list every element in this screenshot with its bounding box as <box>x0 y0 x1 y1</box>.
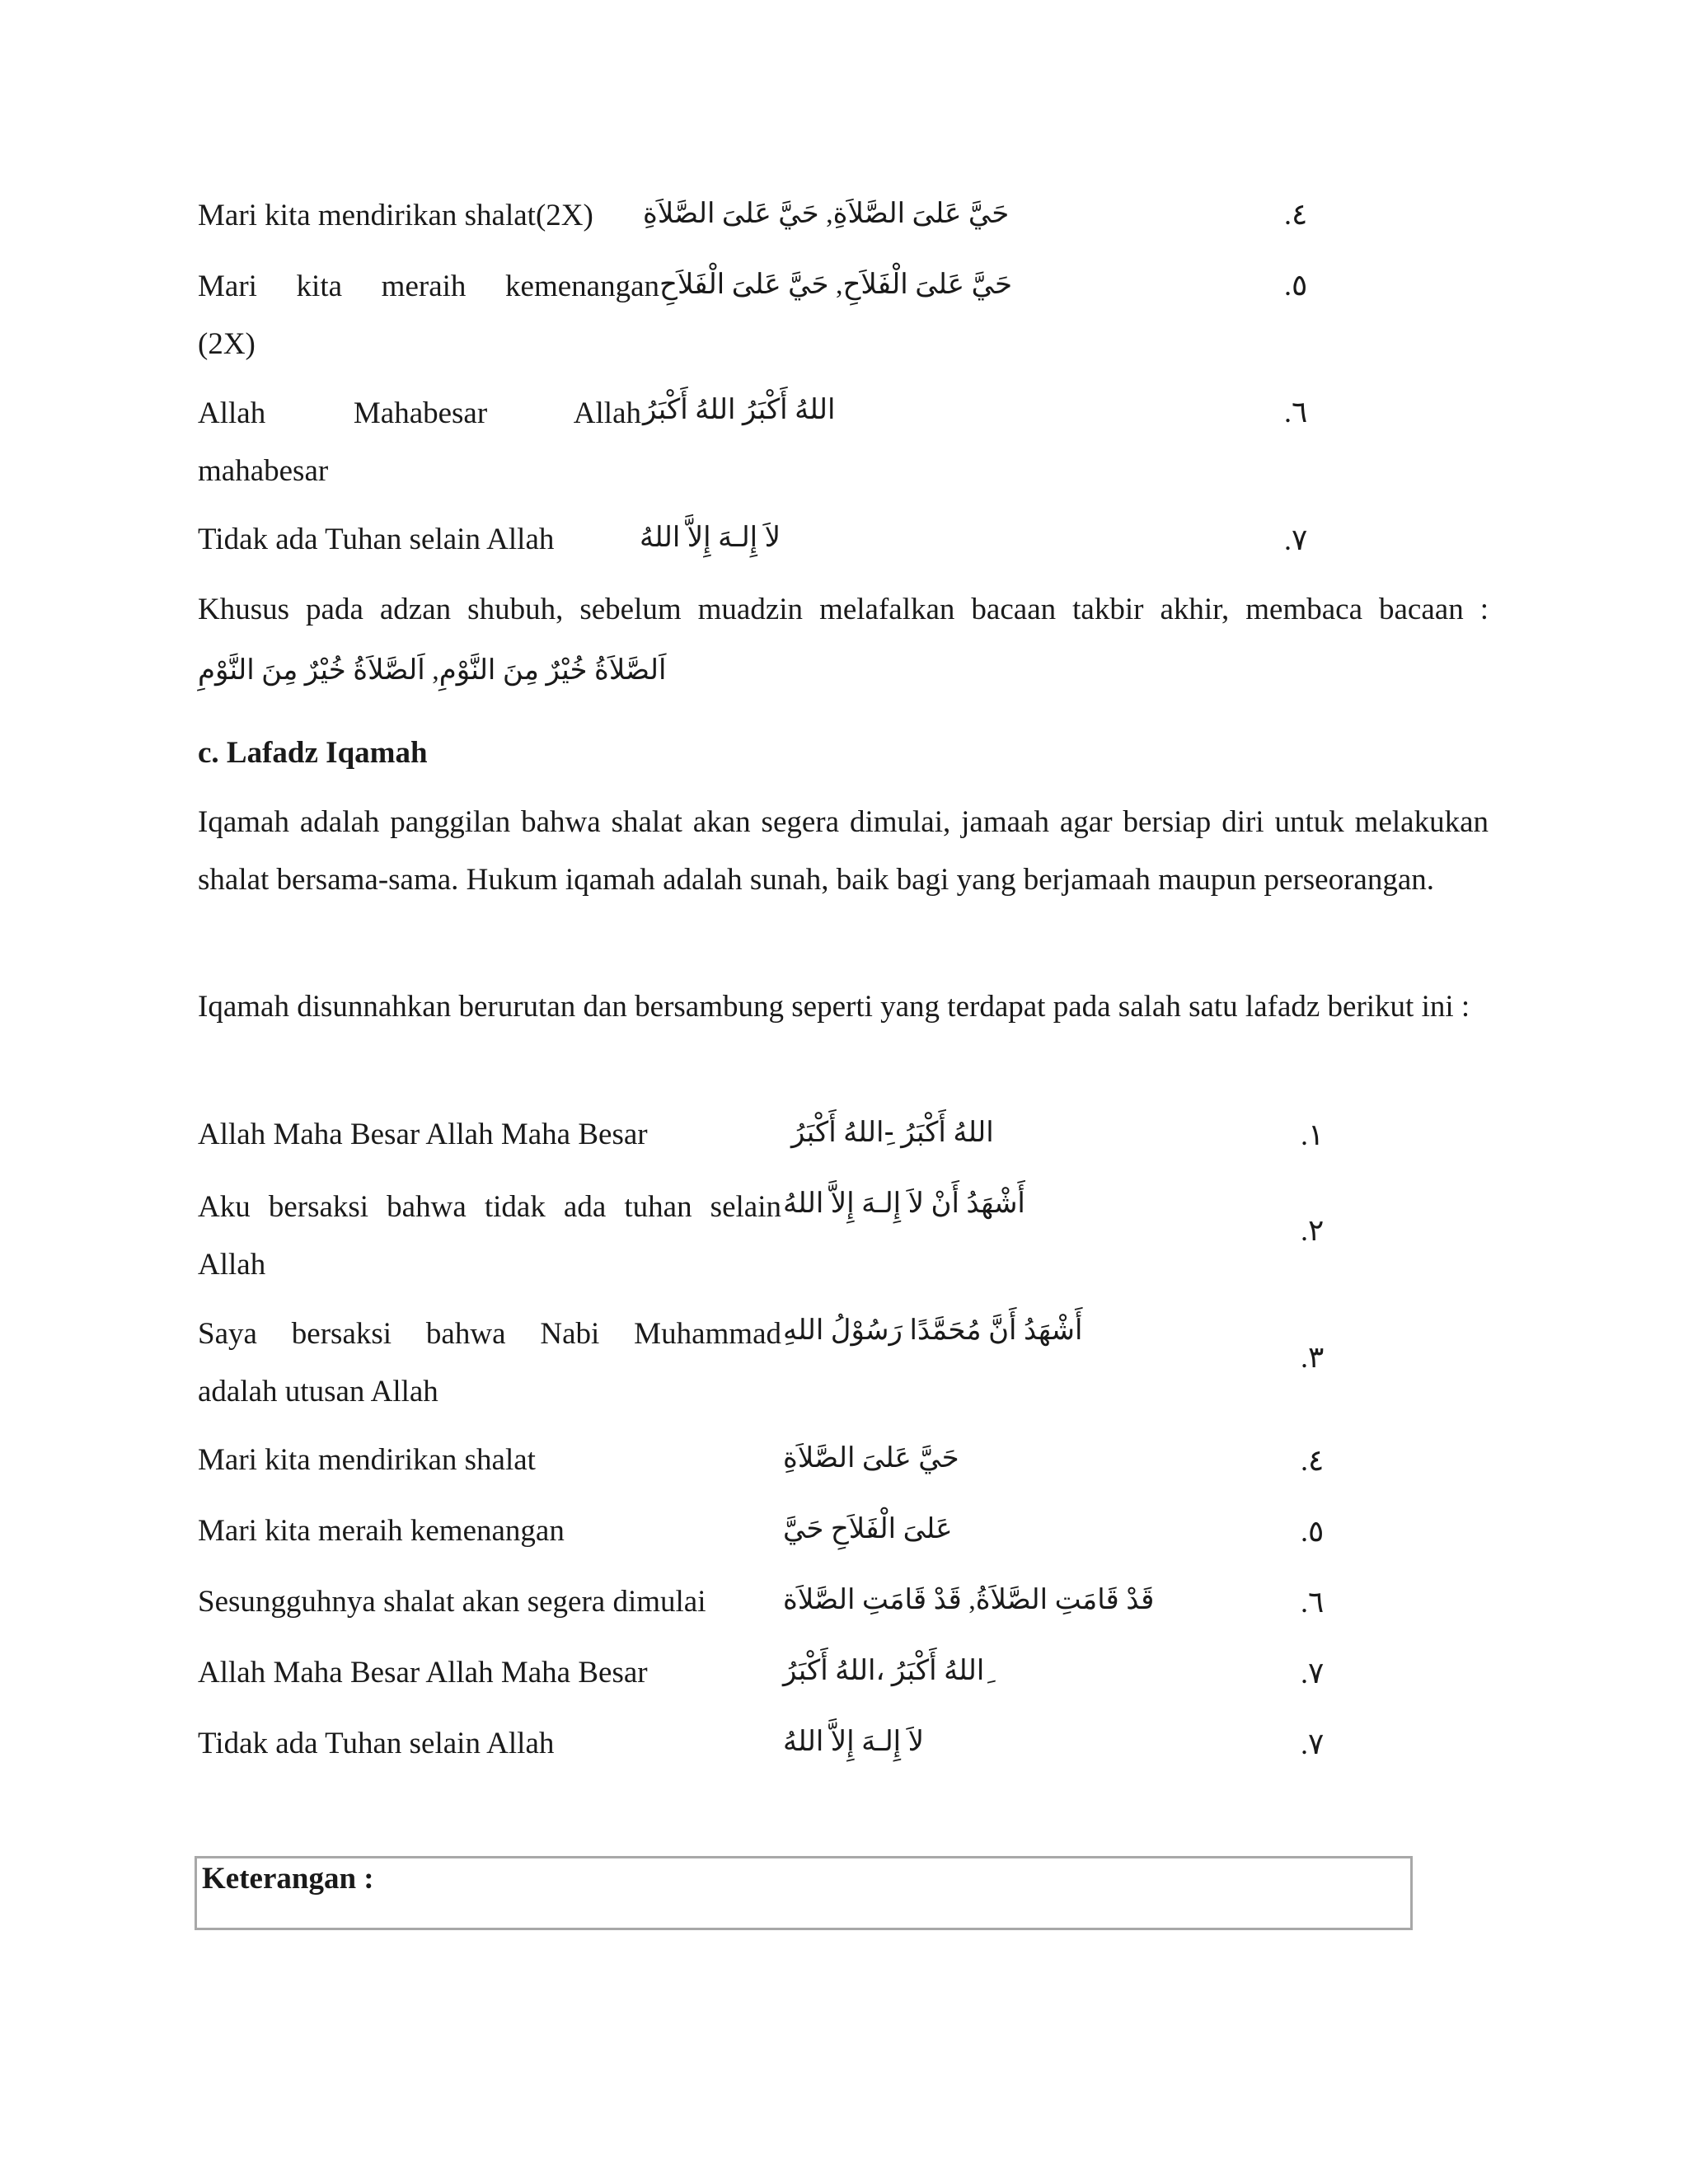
keterangan-box <box>195 1856 1413 1930</box>
iqamah-row-5-number: .٥ <box>1301 1515 1325 1548</box>
iqamah-row-3-arabic: أَشْهَدُ أَنَّ مُحَمَّدًا رَسُوْلُ اللهِ <box>783 1315 1083 1346</box>
iqamah-row-5-arabic: عَلىَ الْفَلاَحِ حَيَّ <box>783 1514 953 1544</box>
iqamah-row-1-text: Allah Maha Besar Allah Maha Besar <box>198 1118 648 1151</box>
iqamah-row-8-text: Tidak ada Tuhan selain Allah <box>198 1727 555 1760</box>
iqamah-row-7-text: Allah Maha Besar Allah Maha Besar <box>198 1656 648 1690</box>
iqamah-row-3-number: .٣ <box>1301 1341 1325 1374</box>
iqamah-row-4-number: .٤ <box>1301 1444 1325 1477</box>
iqamah-row-4-text: Mari kita mendirikan shalat <box>198 1443 536 1477</box>
adzan-row-6-arabic: اللهُ أَكْبَرُ اللهُ أَكْبَرُ <box>643 395 836 425</box>
paragraph-iqamah-sequence: Iqamah disunnahkan berurutan dan bersambung seperti yang terdapat pada salah satu lafadz berikut ini : <box>198 990 1470 1024</box>
paragraph-iqamah-definition: Iqamah adalah panggilan bahwa shalat akan segera dimulai, jamaah agar bersiap diri untuk melakukan shalat bersama-sama. Hukum iqamah adalah sunah, baik bagi yang berjamaah maupun perseorangan. <box>198 805 1489 897</box>
iqamah-row-3-text: Saya bersaksi bahwa Nabi Muhammad <box>198 1317 781 1351</box>
adzan-row-4-number: .٤ <box>1284 198 1308 231</box>
iqamah-row-8-arabic: لاَ إِلـهَ إِلاَّ اللهُ <box>783 1727 925 1757</box>
iqamah-row-2-arabic: أَشْهَدُ أَنْ لاَ إِلـهَ إِلاَّ اللهُ <box>783 1188 1025 1219</box>
adzan-row-4-arabic: حَيَّ عَلىَ الصَّلاَةِ, حَيَّ عَلىَ الصَّلاَةِ <box>643 199 1010 229</box>
iqamah-row-2-text: Aku bersaksi bahwa tidak ada tuhan selain <box>198 1190 781 1224</box>
iqamah-row-7-number: .٧ <box>1301 1657 1325 1690</box>
iqamah-row-6-arabic: قَدْ قَامَتِ الصَّلاَةُ, قَدْ قَامَتِ الصَّلاَة <box>783 1585 1155 1615</box>
adzan-row-4-text: Mari kita mendirikan shalat(2X) <box>198 199 593 232</box>
adzan-row-5-number: .٥ <box>1284 269 1308 302</box>
iqamah-row-6-number: .٦ <box>1301 1586 1325 1619</box>
adzan-row-6-number: .٦ <box>1284 396 1308 429</box>
iqamah-row-2-text-cont: Allah <box>198 1248 266 1282</box>
adzan-row-6-text: Allah Mahabesar Allah <box>198 396 641 430</box>
keterangan-label: Keterangan : <box>202 1862 374 1896</box>
iqamah-row-2-number: .٢ <box>1301 1214 1325 1247</box>
iqamah-row-8-number: .٧ <box>1301 1727 1325 1760</box>
iqamah-row-7-arabic: ِاللهُ أَكْبَرُ ،اللهُ أَكْبَرُ <box>783 1656 985 1686</box>
iqamah-row-5-text: Mari kita meraih kemenangan <box>198 1514 565 1548</box>
iqamah-row-6-text: Sesungguhnya shalat akan segera dimulai <box>198 1585 706 1619</box>
khusus-shubuh-arabic: اَلصَّلاَةُ خُيْرٌ مِنَ النَّوْمِ, اَلصَّلاَةُ خُيْرٌ مِنَ النَّوْمِ <box>198 655 667 686</box>
adzan-row-5-arabic: حَيَّ عَلىَ الْفَلاَحِ, حَيَّ عَلىَ الْفَلاَحِ <box>659 269 1012 300</box>
adzan-row-5-text-cont: (2X) <box>198 327 256 361</box>
adzan-row-7-arabic: لاَ إِلـهَ إِلاَّ اللهُ <box>640 523 781 553</box>
iqamah-row-3-text-cont: adalah utusan Allah <box>198 1375 438 1408</box>
iqamah-row-4-arabic: حَيَّ عَلىَ الصَّلاَةِ <box>783 1443 959 1474</box>
iqamah-row-1-arabic: اللهُ أَكْبَرُ -ِاللهُ أَكْبَرُ <box>791 1118 994 1148</box>
adzan-row-7-text: Tidak ada Tuhan selain Allah <box>198 523 555 556</box>
adzan-row-6-text-cont: mahabesar <box>198 454 329 488</box>
khusus-shubuh-text: Khusus pada adzan shubuh, sebelum muadzin melafalkan bacaan takbir akhir, membaca bacaan : <box>198 593 1489 626</box>
iqamah-row-1-number: .١ <box>1301 1118 1325 1151</box>
section-heading: c. Lafadz Iqamah <box>198 736 428 770</box>
adzan-row-5-text: Mari kita meraih kemenangan <box>198 269 659 303</box>
adzan-row-7-number: .٧ <box>1284 523 1308 556</box>
